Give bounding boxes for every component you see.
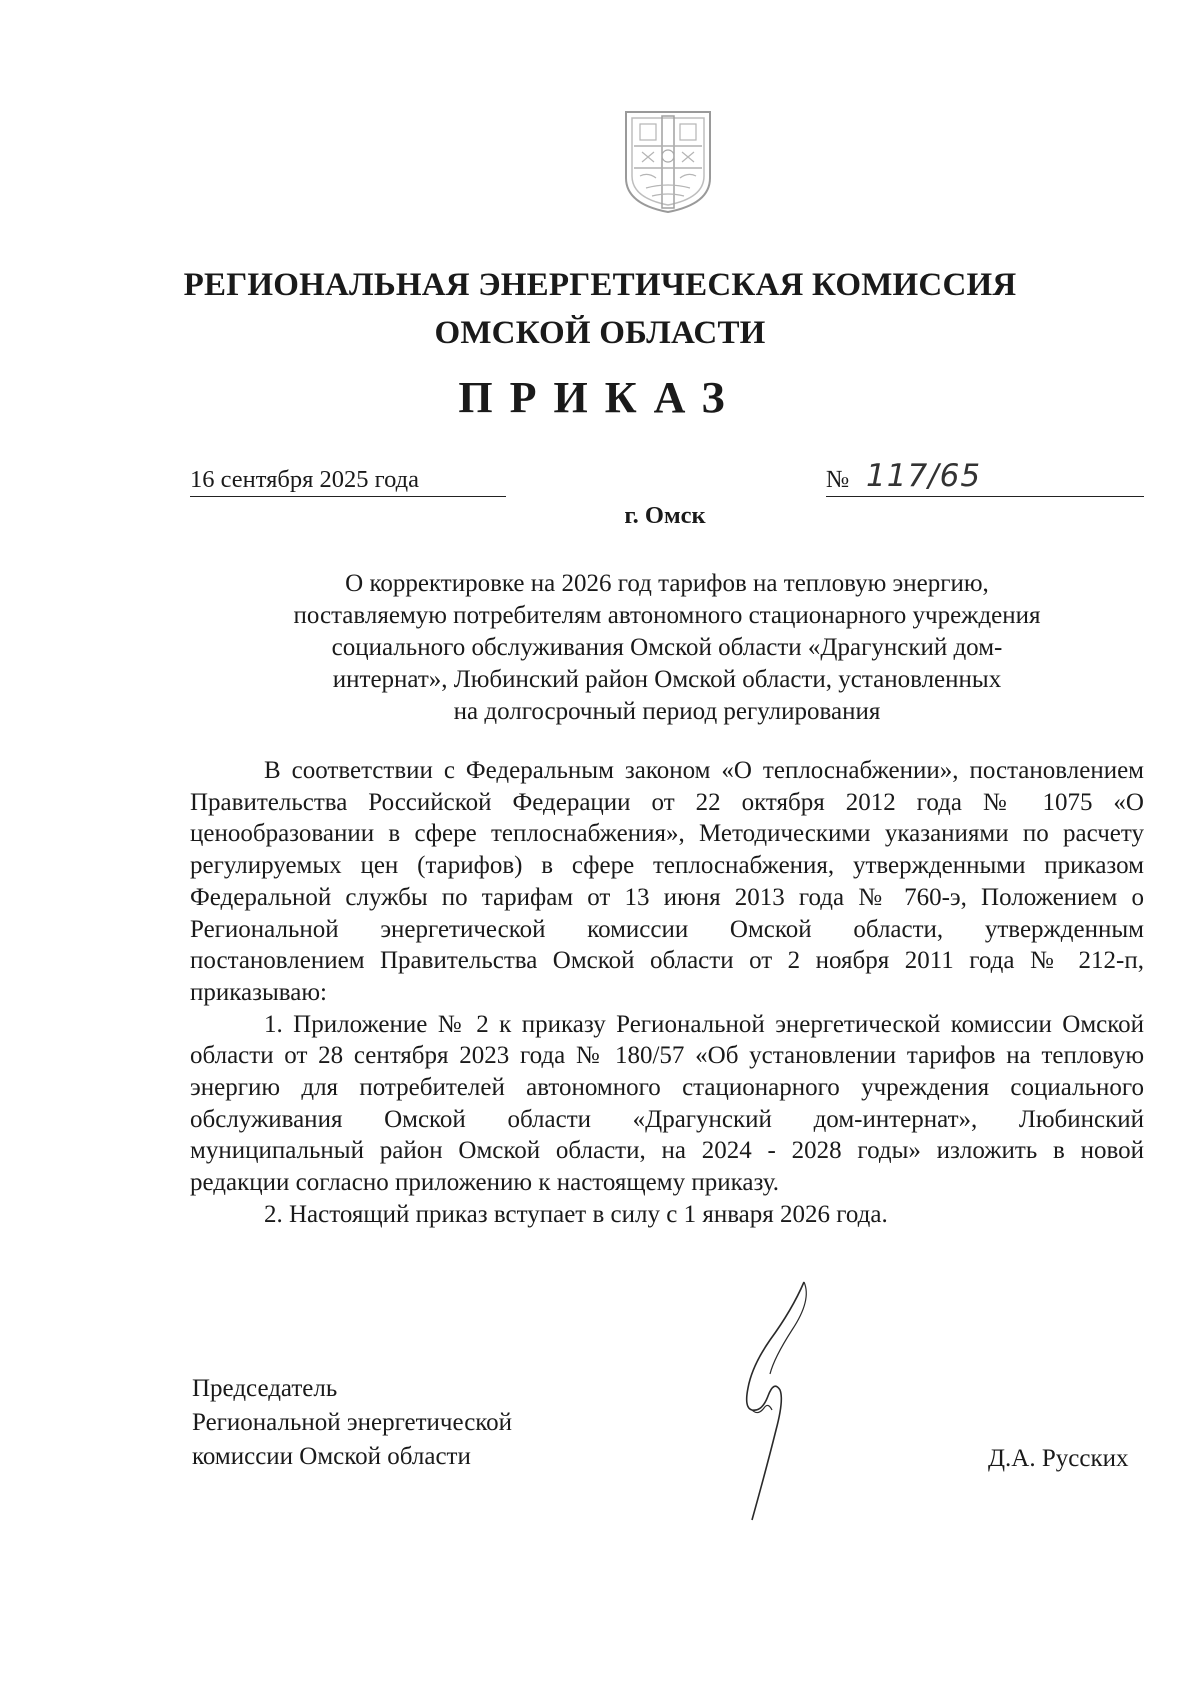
- preamble-paragraph: В соответствии с Федеральным законом «О теплоснабжении», постановлением Правительства Российской Федерации от 22 октября 2012 года № 1075 «О ценообразовании в сфере теплоснабжения», Методическими указаниями по расчету регулируемых цен (тарифов) в сфере теплоснабжения, утвержденными приказом Федеральной службы по тарифам от 13 июня 2013 года № 760-э, Положением о Региональной энергетической комиссии Омской области, утвержденным постановлением Правительства Омской области от 2 ноября 2011 года № 212-п, приказываю:: [190, 757, 1144, 1006]
- omsk-region-coat-of-arms-icon: [622, 108, 714, 214]
- date-underline: [190, 496, 506, 497]
- organization-name-line-2: ОМСКОЙ ОБЛАСТИ: [434, 315, 766, 351]
- order-item-1: 1. Приложение № 2 к приказу Региональной энергетической комиссии Омской области от 28 сентября 2023 года № 180/57 «Об установлении тарифов на тепловую энергию для потребителей автономного стационарного учреждения социального обслуживания Омской области «Драгунский дом-интернат», Любинский муниципальный район Омской области, на 2024 - 2028 годы» изложить в новой редакции согласно приложению к настоящему приказу.: [190, 1010, 1144, 1197]
- order-item-2: 2. Настоящий приказ вступает в силу с 1 января 2026 года.: [264, 1200, 888, 1228]
- signatory-title-line: Региональной энергетической: [192, 1409, 513, 1436]
- document-number-handwritten: 117/65: [866, 458, 982, 494]
- number-underline: [826, 496, 1144, 497]
- city-line: г. Омск: [624, 502, 706, 529]
- subject-line: социального обслуживания Омской области «Драгунский дом-: [331, 634, 1003, 661]
- signatory-title-line: Председатель: [192, 1375, 338, 1402]
- document-number-label: №: [826, 466, 850, 493]
- subject-line: интернат», Любинский район Омской области, установленных: [332, 666, 1002, 693]
- coat-of-arms-emblem: [622, 108, 714, 214]
- signatory-title-line: комиссии Омской области: [192, 1443, 471, 1470]
- subject-line: на долгосрочный период регулирования: [453, 698, 881, 725]
- signatory-title: [192, 1372, 512, 1474]
- document-body: [190, 755, 1144, 1231]
- handwritten-signature: [722, 1270, 822, 1525]
- document-subject: [190, 568, 1144, 728]
- subject-line: поставляемую потребителям автономного стационарного учреждения: [293, 602, 1041, 629]
- signature-stroke-icon: [722, 1270, 822, 1525]
- document-date: 16 сентября 2025 года: [190, 466, 419, 493]
- subject-line: О корректировке на 2026 год тарифов на тепловую энергию,: [345, 570, 989, 597]
- organization-name-line-1: РЕГИОНАЛЬНАЯ ЭНЕРГЕТИЧЕСКАЯ КОМИССИЯ: [183, 267, 1017, 303]
- signatory-name: Д.А. Русских: [988, 1445, 1129, 1472]
- document-type-title: ПРИКАЗ: [458, 373, 742, 422]
